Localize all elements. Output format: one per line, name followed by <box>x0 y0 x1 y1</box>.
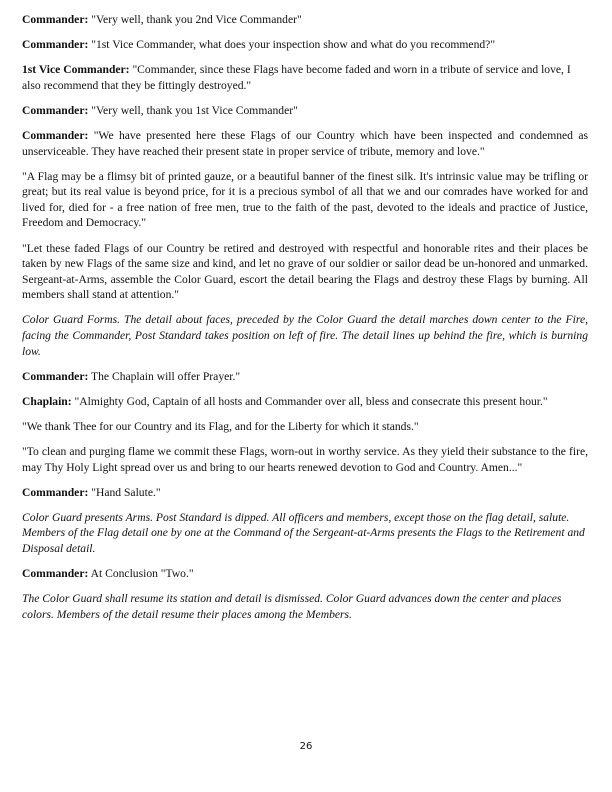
speaker-label: Commander: <box>22 485 89 499</box>
stage-direction-1: Color Guard Forms. The detail about faces, preceded by the Color Guard the detail marches down center to the Fire, facing the Commander, Post Standard takes position on left of fire. The detail lines up behind the fire, which is burning low. <box>22 313 588 358</box>
paragraph-text: The Chaplain will offer Prayer." <box>88 369 241 383</box>
stage-direction-2: Color Guard presents Arms. Post Standard is dipped. All officers and members, except those on the flag detail, salute. Members of the Flag detail one by one at the Command of the Sergeant-at-Arms presents the Flags to the Retirement and Disposal detail. <box>22 510 585 555</box>
paragraph-4 <box>22 103 588 119</box>
speaker-label: Commander: <box>22 369 89 383</box>
document-body <box>22 12 588 632</box>
paragraph-5 <box>22 128 588 159</box>
paragraph-text: "We have presented here these Flags of our Country which have been inspected and condemned as unserviceable. They have reached their present state in proper service of tribute, memory and love." <box>22 128 588 158</box>
paragraph-9 <box>22 369 588 385</box>
speaker-label: Chaplain: <box>22 394 72 408</box>
paragraph-2 <box>22 37 588 53</box>
paragraph-text: At Conclusion "Two." <box>88 567 194 581</box>
speaker-label: 1st Vice Commander: <box>22 63 130 77</box>
paragraph-text: "Almighty God, Captain of all hosts and Commander over all, bless and consecrate this present hour." <box>71 394 548 408</box>
paragraph-text: "Very well, thank you 1st Vice Commander" <box>88 103 298 117</box>
paragraph-7: "Let these faded Flags of our Country be retired and destroyed with respectful and honorable rites and their places be taken by new Flags of the same size and kind, and let no grave of our soldier or sailor dead be un-honored and unmarked. Sergeant-at-Arms, assemble the Color Guard, escort the detail bearing the Flags and destroy these Flags by burning. All members shall stand at attention." <box>22 241 588 302</box>
paragraph-text: "Commander, since these Flags have become faded and worn in a tribute of service and love, I also recommend that they be fittingly destroyed." <box>22 63 571 92</box>
paragraph-11: "We thank Thee for our Country and its Flag, and for the Liberty for which it stands." <box>22 419 419 433</box>
paragraph-13 <box>22 485 588 501</box>
paragraph-text: "Very well, thank you 2nd Vice Commander" <box>88 13 302 26</box>
speaker-label: Commander: <box>22 103 89 117</box>
paragraph-6: "A Flag may be a flimsy bit of printed gauze, or a beautiful banner of the finest silk. It's intrinsic value may be trifling or great; but its real value is beyond price, for it is a precious symbol of all that we and our comrades have worked for and lived for, died for - a free nation of free men, true to the faith of the past, devoted to the ideals and practice of Justice, Freedom and Democracy." <box>22 169 588 230</box>
paragraph-text: "Hand Salute." <box>88 485 161 499</box>
speaker-label: Commander: <box>22 13 89 26</box>
paragraph-text: "1st Vice Commander, what does your inspection show and what do you recommend?" <box>88 38 496 52</box>
page-number: 26 <box>299 741 313 752</box>
paragraph-3 <box>22 62 588 93</box>
paragraph-12: "To clean and purging flame we commit these Flags, worn-out in worthy service. As they yield their substance to the fire, may Thy Holy Light spread over us and bring to our hearts renewed devotion to God and Country. Amen..." <box>22 444 588 474</box>
speaker-label: Commander: <box>22 567 89 581</box>
paragraph-10 <box>22 394 588 410</box>
speaker-label: Commander: <box>22 38 89 52</box>
stage-direction-3: The Color Guard shall resume its station and detail is dismissed. Color Guard advances down the center and places colors. Members of the detail resume their places among the Members. <box>22 592 562 621</box>
paragraph-15 <box>22 566 588 582</box>
paragraph-1 <box>22 12 588 28</box>
speaker-label: Commander: <box>22 128 89 142</box>
